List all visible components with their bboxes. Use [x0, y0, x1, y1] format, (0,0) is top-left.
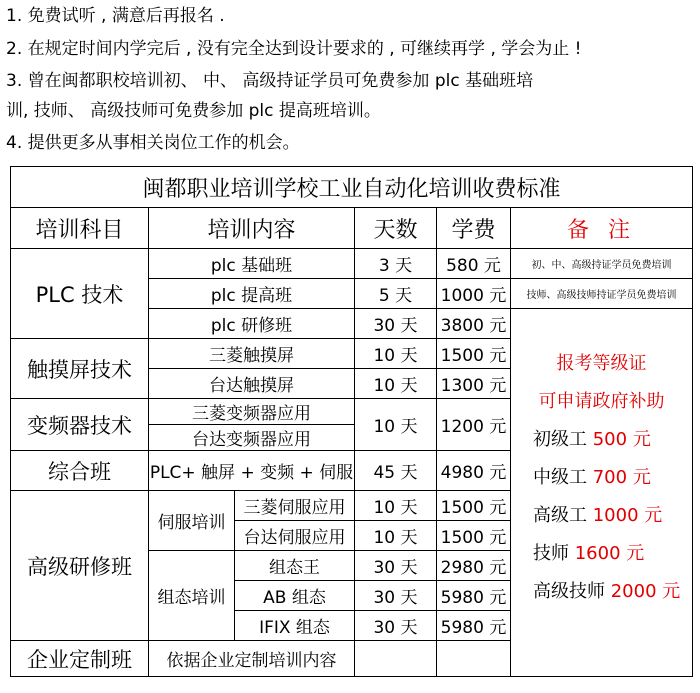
remark-subsidy: [511, 309, 693, 677]
category-combo: 综合班: [11, 451, 149, 491]
inverter-fee: 1200 元: [437, 399, 511, 451]
remark-line-1: 报考等级证: [556, 353, 647, 374]
plc-research-days: 30 天: [355, 309, 437, 339]
inverter-mitsubishi: 三菱变频器应用: [149, 399, 355, 425]
note-2: 2. 在规定时间内学完后 , 没有完全达到设计要求的 , 可继续再学 , 学会为止 !: [6, 39, 582, 59]
config-ab: AB 组态: [235, 581, 355, 611]
config-ifix-days: 30 天: [355, 611, 437, 641]
header-remark: 备 注: [511, 208, 693, 249]
note-4: 4. 提供更多从事相关岗位工作的机会。: [6, 133, 300, 153]
servo-label: 伺服培训: [149, 491, 235, 551]
servo-delta-days: 10 天: [355, 521, 437, 551]
plc-research: plc 研修班: [149, 309, 355, 339]
config-ab-fee: 5980 元: [437, 581, 511, 611]
touch-delta: 台达触摸屏: [149, 369, 355, 399]
custom-content: 依据企业定制培训内容: [149, 641, 355, 677]
config-kingview-fee: 2980 元: [437, 551, 511, 581]
plc-basic: plc 基础班: [149, 249, 355, 279]
config-kingview: 组态王: [235, 551, 355, 581]
plc-research-fee: 3800 元: [437, 309, 511, 339]
servo-mitsubishi-days: 10 天: [355, 491, 437, 521]
note-3-cont: 训, 技师、 高级技师可免费参加 plc 提高班培训。: [6, 101, 381, 121]
touch-mitsubishi-fee: 1500 元: [437, 339, 511, 369]
config-label: 组态培训: [149, 551, 235, 641]
level-senior-technician: 高级技师 2000 元: [533, 581, 681, 602]
servo-mitsubishi: 三菱伺服应用: [235, 491, 355, 521]
category-custom: 企业定制班: [11, 641, 149, 677]
header-fee: 学费: [437, 208, 511, 249]
custom-fee: [437, 641, 511, 677]
inverter-delta: 台达变频器应用: [149, 425, 355, 451]
servo-delta-fee: 1500 元: [437, 521, 511, 551]
level-junior: 初级工 500 元: [533, 429, 651, 450]
note-1: 1. 免费试听 , 满意后再报名 .: [6, 6, 225, 26]
touch-delta-fee: 1300 元: [437, 369, 511, 399]
config-ab-days: 30 天: [355, 581, 437, 611]
plc-basic-fee: 580 元: [437, 249, 511, 279]
level-senior: 高级工 1000 元: [533, 505, 663, 526]
plc-advanced-fee: 1000 元: [437, 279, 511, 309]
header-days: 天数: [355, 208, 437, 249]
servo-delta: 台达伺服应用: [235, 521, 355, 551]
level-intermediate: 中级工 700 元: [533, 467, 651, 488]
plc-basic-days: 3 天: [355, 249, 437, 279]
plc-basic-remark: 初、中、高级持证学员免费培训: [511, 249, 693, 279]
config-ifix: IFIX 组态: [235, 611, 355, 641]
category-inverter: 变频器技术: [11, 399, 149, 451]
config-ifix-fee: 5980 元: [437, 611, 511, 641]
category-advanced: 高级研修班: [11, 491, 149, 641]
level-technician: 技师 1600 元: [533, 543, 645, 564]
remark-line-2: 可申请政府补助: [538, 391, 665, 412]
touch-mitsubishi: 三菱触摸屏: [149, 339, 355, 369]
inverter-days: 10 天: [355, 399, 437, 451]
servo-mitsubishi-fee: 1500 元: [437, 491, 511, 521]
header-content: 培训内容: [149, 208, 355, 249]
touch-delta-days: 10 天: [355, 369, 437, 399]
combo-fee: 4980 元: [437, 451, 511, 491]
category-touch: 触摸屏技术: [11, 339, 149, 399]
config-kingview-days: 30 天: [355, 551, 437, 581]
custom-days: [355, 641, 437, 677]
plc-advanced-days: 5 天: [355, 279, 437, 309]
combo-days: 45 天: [355, 451, 437, 491]
table-title: 闽都职业培训学校工业自动化培训收费标准: [11, 167, 693, 208]
category-plc: PLC 技术: [11, 249, 149, 339]
note-3: 3. 曾在闽都职校培训初、 中、 高级持证学员可免费参加 plc 基础班培: [6, 71, 534, 91]
combo-content: PLC+ 触屏 + 变频 + 伺服: [149, 451, 355, 491]
touch-mitsubishi-days: 10 天: [355, 339, 437, 369]
header-subject: 培训科目: [11, 208, 149, 249]
plc-advanced: plc 提高班: [149, 279, 355, 309]
plc-advanced-remark: 技师、高级技师持证学员免费培训: [511, 279, 693, 309]
fee-table: [10, 166, 693, 677]
